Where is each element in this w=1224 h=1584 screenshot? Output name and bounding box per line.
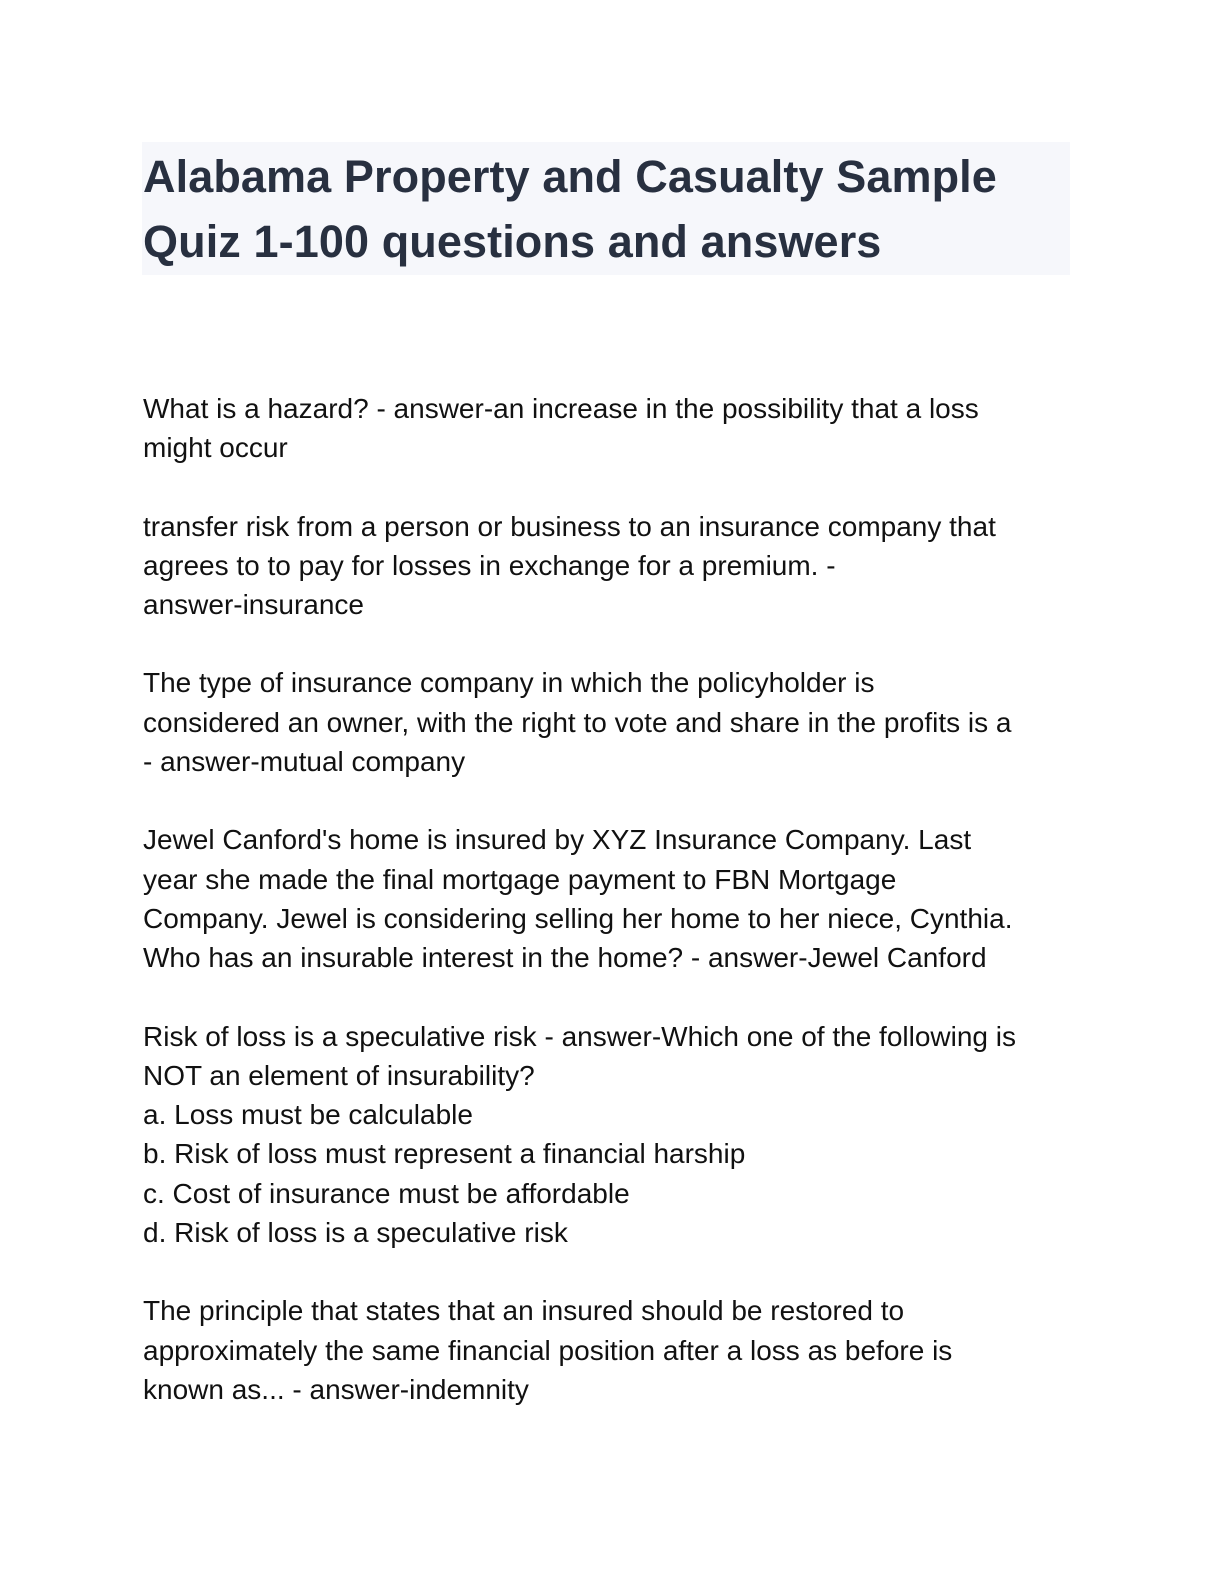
qa-line: Risk of loss is a speculative risk - answer-Which one of the following is (143, 1020, 1017, 1052)
answer-option-c: c. Cost of insurance must be affordable (143, 1177, 630, 1209)
document-title (143, 144, 1070, 274)
qa-line: approximately the same financial position after a loss as before is (143, 1334, 953, 1366)
qa-line: considered an owner, with the right to vote and share in the profits is a (143, 706, 1012, 738)
qa-item-6 (143, 1291, 1078, 1409)
qa-line: - answer-mutual company (143, 746, 466, 778)
title-line-2: Quiz 1-100 questions and answers (143, 216, 882, 267)
qa-line: might occur (143, 432, 288, 464)
qa-line: known as... - answer-indemnity (143, 1373, 529, 1405)
qa-line: year she made the final mortgage payment to FBN Mortgage (143, 863, 897, 895)
answer-option-b: b. Risk of loss must represent a financial harship (143, 1138, 746, 1170)
qa-item-4 (143, 820, 1078, 977)
qa-item-5 (143, 1017, 1078, 1253)
qa-item-1 (143, 389, 1078, 468)
title-block (142, 142, 1070, 275)
qa-line: What is a hazard? - answer-an increase in the possibility that a loss (143, 393, 979, 424)
qa-item-2 (143, 507, 1078, 625)
qa-line: answer-insurance (143, 589, 364, 621)
qa-line: Jewel Canford's home is insured by XYZ Insurance Company. Last (143, 824, 972, 856)
qa-line: Company. Jewel is considering selling her home to her niece, Cynthia. (143, 902, 1013, 934)
title-line-1: Alabama Property and Casualty Sample (143, 151, 997, 202)
qa-line: Who has an insurable interest in the home? - answer-Jewel Canford (143, 942, 987, 974)
qa-line: The principle that states that an insured should be restored to (143, 1295, 905, 1327)
qa-line: The type of insurance company in which the policyholder is (143, 667, 875, 699)
qa-line: agrees to to pay for losses in exchange for a premium. - (143, 549, 836, 581)
qa-content (143, 389, 1078, 1448)
qa-line: transfer risk from a person or business to an insurance company that (143, 510, 996, 542)
qa-item-3 (143, 663, 1078, 781)
answer-option-a: a. Loss must be calculable (143, 1099, 473, 1131)
answer-option-d: d. Risk of loss is a speculative risk (143, 1217, 568, 1249)
qa-line: NOT an element of insurability? (143, 1059, 535, 1091)
